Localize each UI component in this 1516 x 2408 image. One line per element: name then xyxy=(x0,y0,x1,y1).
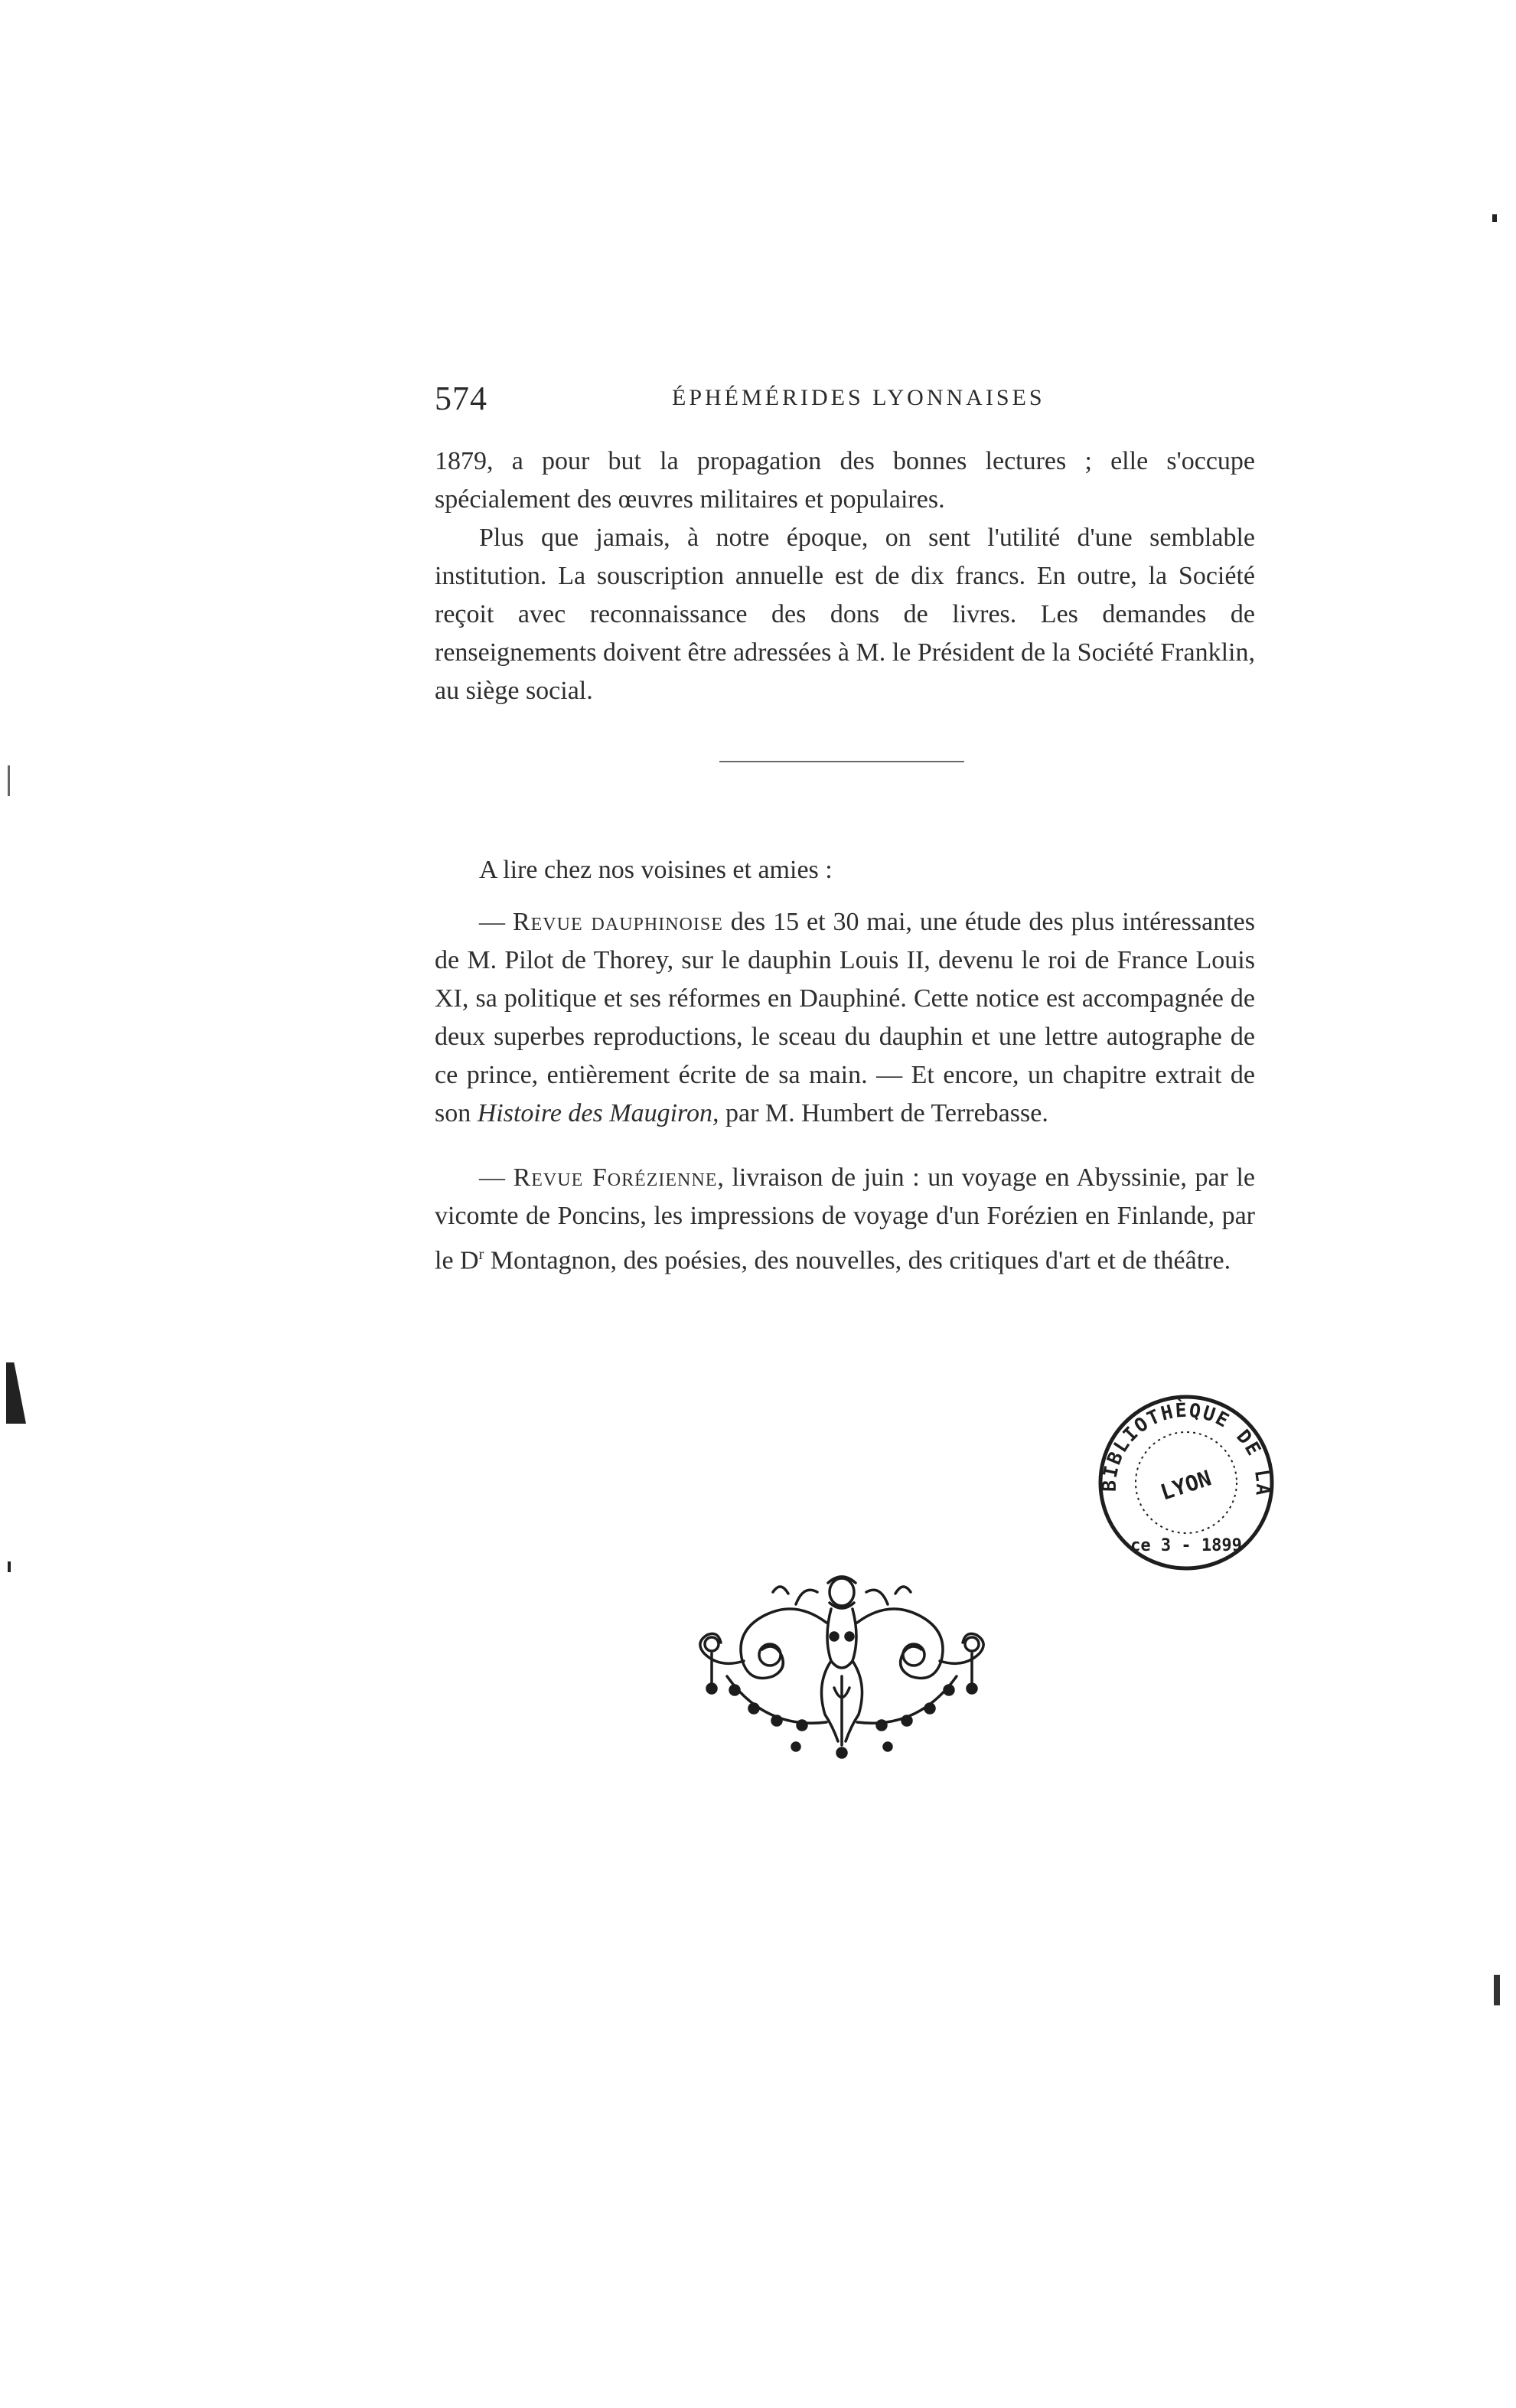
stamp-outer-text: BIBLIOTHÈQUE DE LA xyxy=(1097,1398,1275,1498)
revue-forezienne-text: , livraison de juin : un voyage en Abyssinie, par le vicomte de Poncins, les impressions de voyage d'un Forézien en Finlande, par le D xyxy=(435,1163,1255,1275)
histoire-maugiron-title: Histoire des Maugiron, xyxy=(477,1099,719,1127)
running-title: ÉPHÉMÉRIDES LYONNAISES xyxy=(672,385,1045,410)
revue-dauphinoise-text: des 15 et 30 mai, une étude des plus intéressantes de M. Pilot de Thorey, sur le dauphin Louis II, devenu le roi de France Louis XI, sa politique et ses réformes en Dauphiné. Cette notice est accompagnée de deux superbes reproductions, le sceau du dauphin et une lettre autographe de ce prince, entièrement écrite de sa main. — Et encore, un chapitre extrait de son xyxy=(435,908,1256,1127)
library-stamp xyxy=(1091,1387,1282,1578)
paragraph-continuation: 1879, a pour but la propagation des bonnes lectures ; elle s'occupe spécialement des œuvres militaires et populaires. xyxy=(435,447,1255,514)
page-number: 574 xyxy=(435,380,487,417)
revue-forezienne-end: Montagnon, des poésies, des nouvelles, des critiques d'art et de théâtre. xyxy=(484,1246,1231,1275)
running-head xyxy=(435,379,1255,417)
body-text-reviews xyxy=(435,851,1255,1280)
caryatid-scroll-ornament-icon xyxy=(681,1569,1003,1768)
scan-mark xyxy=(1494,1975,1500,2005)
section-rule xyxy=(719,761,964,762)
stamp-date-text: ce 3 - 1899 xyxy=(1130,1536,1242,1555)
stamp-center-text: LYON xyxy=(1157,1465,1214,1506)
revue-forezienne-title: Revue Forézienne xyxy=(513,1163,718,1192)
paragraph-revue-forezienne xyxy=(435,1159,1255,1280)
revue-dauphinoise-end: par M. Humbert de Terrebasse. xyxy=(719,1099,1048,1127)
paragraph-revue-dauphinoise xyxy=(435,903,1255,1133)
body-text-top xyxy=(435,442,1255,710)
caryatid-scroll-ornament xyxy=(681,1569,1003,1768)
library-stamp-icon xyxy=(1091,1387,1282,1578)
dash-lead: — xyxy=(479,1163,513,1192)
scan-mark xyxy=(6,1362,26,1424)
doctor-superscript: r xyxy=(478,1246,484,1263)
scan-mark xyxy=(8,1561,11,1572)
scan-mark xyxy=(1492,214,1497,222)
dash-lead: — xyxy=(479,908,513,936)
reviews-intro: A lire chez nos voisines et amies : xyxy=(479,856,833,884)
scan-mark xyxy=(8,765,10,796)
paragraph-franklin: Plus que jamais, à notre époque, on sent l'utilité d'une semblable institution. La souscription annuelle est de dix francs. En outre, la Société reçoit avec reconnaissance des dons de livres. Les demandes de renseignements doivent être adressées à M. le Président de la Société Franklin, au siège social. xyxy=(435,524,1255,705)
revue-dauphinoise-title: Revue dauphinoise xyxy=(512,908,723,936)
